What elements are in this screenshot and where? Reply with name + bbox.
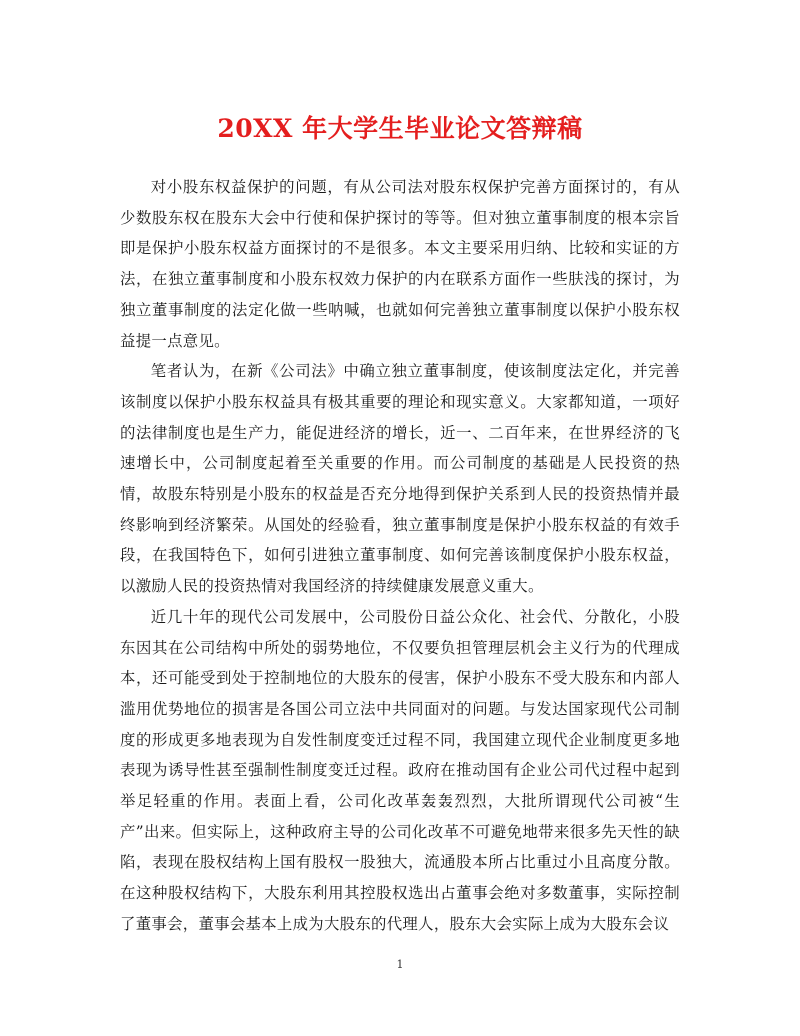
page-number: 1 — [396, 958, 404, 971]
document-title: 20XX 年大学生毕业论文答辩稿 — [217, 114, 583, 143]
paragraph-2: 笔者认为，在新《公司法》中确立独立董事制度，使该制度法定化，并完善该制度以保护小股东权益具有极其重要的理论和现实意义。大家都知道，一项好的法律制度也是生产力，能促进经济的增长，近一、二百年来，在世界经济的飞速增长中，公司制度起着至关重要的作用。而公司制度的基础是人民投资的热情，故股东特别是小股东的权益是否充分地得到保护关系到人民的投资热情并最终影响到经济繁荣。从国处的经验看，独立董事制度是保护小股东权益的有效手段，在我国特色下，如何引进独立董事制度、如何完善该制度保护小股东权益，以激励人民的投资热情对我国经济的持续健康发展意义重大。 — [120, 362, 680, 596]
paragraph-3: 近几十年的现代公司发展中，公司股份日益公众化、社会代、分散化，小股东因其在公司结构中所处的弱势地位，不仅要负担管理层机会主义行为的代理成本，还可能受到处于控制地位的大股东的侵害，保护小股东不受大股东和内部人滥用优势地位的损害是各国公司立法中共同面对的问题。与发达国家现代公司制度的形成更多地表现为自发性制度变迁过程不同，我国建立现代企业制度更多地表现为诱导性甚至强制性制度变迁过程。政府在推动国有企业公司代过程中起到举足轻重的作用。表面上看，公司化改革轰轰烈烈，大批所谓现代公司被“生产”出来。但实际上，这种政府主导的公司化改革不可避免地带来很多先天性的缺陷，表现在股权结构上国有股权一股独大，流通股本所占比重过小且高度分散。在这种股权结构下，大股东利用其控股权选出占董事会绝对多数董事，实际控制了董事会，董事会基本上成为大股东的代理人，股东大会实际上成为大股东会议 — [120, 607, 680, 933]
document-body — [120, 172, 680, 940]
paragraph-1: 对小股东权益保护的问题，有从公司法对股东权保护完善方面探讨的，有从少数股东权在股东大会中行使和保护探讨的等等。但对独立董事制度的根本宗旨即是保护小股东权益方面探讨的不是很多。本文主要采用归纳、比较和实证的方法，在独立董事制度和小股东权效力保护的内在联系方面作一些肤浅的探讨，为独立董事制度的法定化做一些呐喊，也就如何完善独立董事制度以保护小股东权益提一点意见。 — [120, 178, 680, 350]
